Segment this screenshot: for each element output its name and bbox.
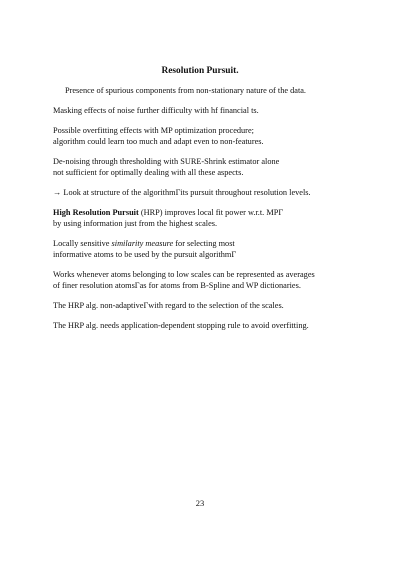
paragraph-look-at-structure: [53, 187, 373, 198]
paragraph-line: not sufficient for optimally dealing with all these aspects.: [53, 168, 244, 177]
hrp-term: High Resolution Pursuit: [53, 208, 139, 217]
right-arrow-icon: →: [53, 188, 62, 197]
paragraph-overfitting: [53, 125, 373, 147]
page-number: 23: [195, 498, 205, 508]
paragraph-hrp-intro: [53, 207, 373, 229]
paragraph-text: The HRP alg. needs application-dependent stopping rule to avoid overfitting.: [53, 321, 309, 330]
paragraph-text: for selecting most: [173, 239, 235, 248]
paragraph-denoising: [53, 156, 373, 178]
paragraph-line: by using information just from the highest scales.: [53, 219, 218, 228]
paragraph-text: (HRP) improves local fit power w.r.t. MPΓ: [138, 208, 284, 217]
paragraph-line: [53, 207, 373, 218]
paragraph-text: Masking effects of noise further difficulty with hf financial ts.: [53, 106, 259, 115]
paragraph-stopping-rule: [53, 320, 373, 331]
paragraph-line: De-noising through thresholding with SURE-Shrink estimator alone: [53, 157, 280, 166]
paragraph-low-scales: [53, 269, 373, 291]
similarity-measure-term: similarity measure: [111, 239, 174, 248]
paragraph-text: Locally sensitive: [53, 239, 112, 248]
paragraph-text: Presence of spurious components from non-stationary nature of the data.: [65, 86, 307, 95]
slide-title: Resolution Pursuit.: [161, 66, 239, 76]
paragraph-line: Possible overfitting effects with MP optimization procedure;: [53, 126, 254, 135]
paragraph-text: Look at structure of the algorithmΓits pursuit throughout resolution levels.: [61, 188, 311, 197]
paragraph-line: [53, 238, 373, 249]
paragraph-similarity-measure: [53, 238, 373, 260]
slide-body: [53, 85, 373, 340]
paragraph-non-adaptive: [53, 300, 373, 311]
paragraph-line: algorithm could learn too much and adapt even to non-features.: [53, 137, 264, 146]
paragraph-line: informative atoms to be used by the pursuit algorithmΓ: [53, 250, 237, 259]
paragraph-nonstationary: [53, 85, 373, 96]
paragraph-line: of finer resolution atomsΓas for atoms from B-Spline and WP dictionaries.: [53, 281, 301, 290]
paragraph-text: The HRP alg. non-adaptiveΓwith regard to the selection of the scales.: [53, 301, 284, 310]
paragraph-masking: [53, 105, 373, 116]
paragraph-line: Works whenever atoms belonging to low scales can be represented as averages: [53, 270, 315, 279]
